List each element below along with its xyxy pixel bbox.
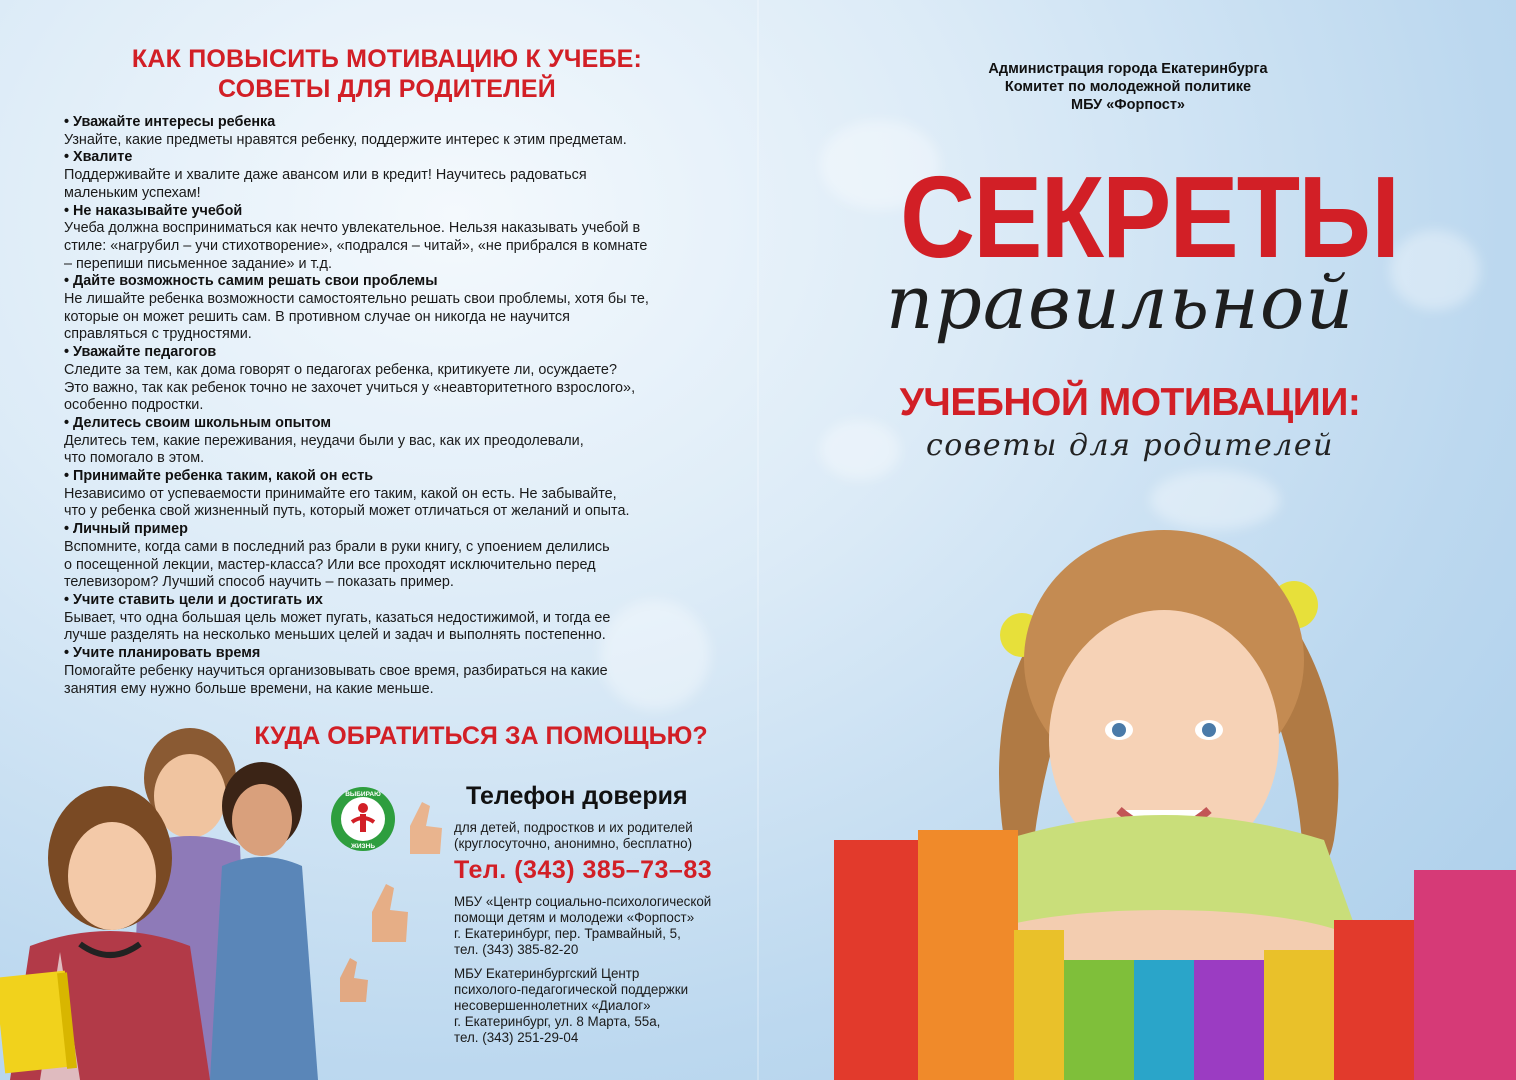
tip-item [64, 149, 744, 202]
tip-text: Помогайте ребенку научиться организовывать свое время, разбираться на какие занятия ему нужно больше времени, на какие меньше. [64, 662, 608, 697]
left-title [60, 44, 714, 104]
tip-heading: • Учите планировать время [64, 645, 261, 662]
tip-item [64, 645, 744, 698]
cover-title-secrets: СЕКРЕТЫ [900, 152, 1399, 283]
hotline-subtitle: для детей, подростков и их родителей (круглосуточно, анонимно, бесплатно) [454, 820, 693, 851]
org-forpost: МБУ «Центр социально-психологической помощи детям и молодежи «Форпост» г. Екатеринбург, пер. Трамвайный, 5, тел. (343) 385-82-20 [454, 894, 712, 957]
cover-subtitle-parents: советы для родителей [926, 428, 1334, 463]
tip-heading: • Уважайте интересы ребенка [64, 114, 276, 130]
choose-life-logo [330, 786, 396, 852]
cover-title-motivation: УЧЕБНОЙ МОТИВАЦИИ: [899, 381, 1361, 424]
girl-with-books-photo [814, 510, 1516, 1080]
teens-photo [0, 716, 452, 1080]
hotline-phone: Тел. (343) 385–73–83 [454, 856, 713, 884]
tip-text: Учеба должна восприниматься как нечто увлекательное. Нельзя наказывать учебой в стиле: «нагрубил – учи стихотворение», «подрался – читай», «не прибрался в комнате – перепиши письменное задание» и т.д. [64, 220, 648, 272]
tip-text: Следите за тем, как дома говорят о педагогах ребенка, критикуете ли, осуждаете? Это важно, так как ребенок точно не захочет учиться у «неавторитетного взрослого», особенно подростки. [64, 361, 636, 414]
bokeh-2 [1390, 230, 1480, 310]
bokeh-4 [820, 420, 900, 480]
left-title-line1: КАК ПОВЫСИТЬ МОТИВАЦИЮ К УЧЕБЕ: [131, 45, 643, 73]
admin-line1: Администрация города Екатеринбурга [988, 61, 1268, 77]
logo-text-bottom: ЖИЗНЬ [351, 843, 375, 850]
admin-line3: МБУ «Форпост» [1071, 97, 1185, 113]
tip-heading: • Уважайте педагогов [64, 344, 217, 361]
admin-block [940, 60, 1316, 114]
tip-item [64, 521, 744, 592]
tip-item [64, 273, 744, 344]
tip-item [64, 203, 744, 274]
tip-item [64, 415, 744, 468]
org-dialog: МБУ Екатеринбургский Центр психолого-педагогической поддержки несовершеннолетних «Диалог» г. Екатеринбург, ул. 8 Марта, 55а, тел. (343) 251-29-04 [454, 966, 689, 1045]
tip-text: Независимо от успеваемости принимайте его таким, какой он есть. Не забывайте, что у ребенка свой жизненный путь, который может отличаться от желаний и опыта. [64, 485, 630, 520]
tips-list [64, 114, 744, 698]
tip-item [64, 468, 744, 521]
left-title-line2: СОВЕТЫ ДЛЯ РОДИТЕЛЕЙ [218, 75, 556, 103]
hotline-title: Телефон доверия [466, 782, 688, 810]
tip-heading: • Хвалите [64, 149, 133, 166]
tip-text: Узнайте, какие предметы нравятся ребенку, поддержите интерес к этим предметам. [64, 131, 627, 148]
tip-text: Не лишайте ребенка возможности самостоятельно решать свои проблемы, хотя бы те, которые он может решить сам. В противном случае он никогда не научится справляться с трудностями. [64, 291, 649, 343]
help-title: КУДА ОБРАТИТЬСЯ ЗА ПОМОЩЬЮ? [254, 722, 708, 750]
tip-item [64, 344, 744, 415]
tip-heading: • Дайте возможность самим решать свои проблемы [64, 273, 438, 290]
admin-line2: Комитет по молодежной политике [1004, 79, 1252, 95]
tip-text: Делитесь тем, какие переживания, неудачи были у вас, как их преодолевали, что помогало в этом. [64, 432, 584, 467]
tip-heading: • Учите ставить цели и достигать их [64, 591, 323, 608]
tip-heading: • Принимайте ребенка таким, какой он есть [64, 468, 374, 485]
tip-item [64, 114, 744, 149]
tip-heading: • Делитесь своим школьным опытом [64, 414, 332, 431]
tip-heading: • Личный пример [64, 521, 188, 538]
tip-text: Бывает, что одна большая цель может пугать, казаться недостижимой, и тогда ее лучше разделять на несколько меньших целей и задач и выполнять постепенно. [64, 609, 611, 644]
logo-text-top: ВЫБИРАЮ [345, 791, 381, 798]
brochure-fold [757, 0, 759, 1080]
tip-text: Поддерживайте и хвалите даже авансом или в кредит! Научитесь радоваться маленьким успехам! [64, 167, 587, 201]
tip-item [64, 592, 744, 645]
tip-heading: • Не наказывайте учебой [64, 202, 243, 219]
tip-text: Вспомните, когда сами в последний раз брали в руки книгу, с упоением делились о посещенной лекции, мастер-класса? Или все проходят исключительно перед телевизором? Лучший способ научить – показать пример. [64, 538, 610, 591]
cover-script-pravilnoy: правильной [885, 260, 1355, 346]
